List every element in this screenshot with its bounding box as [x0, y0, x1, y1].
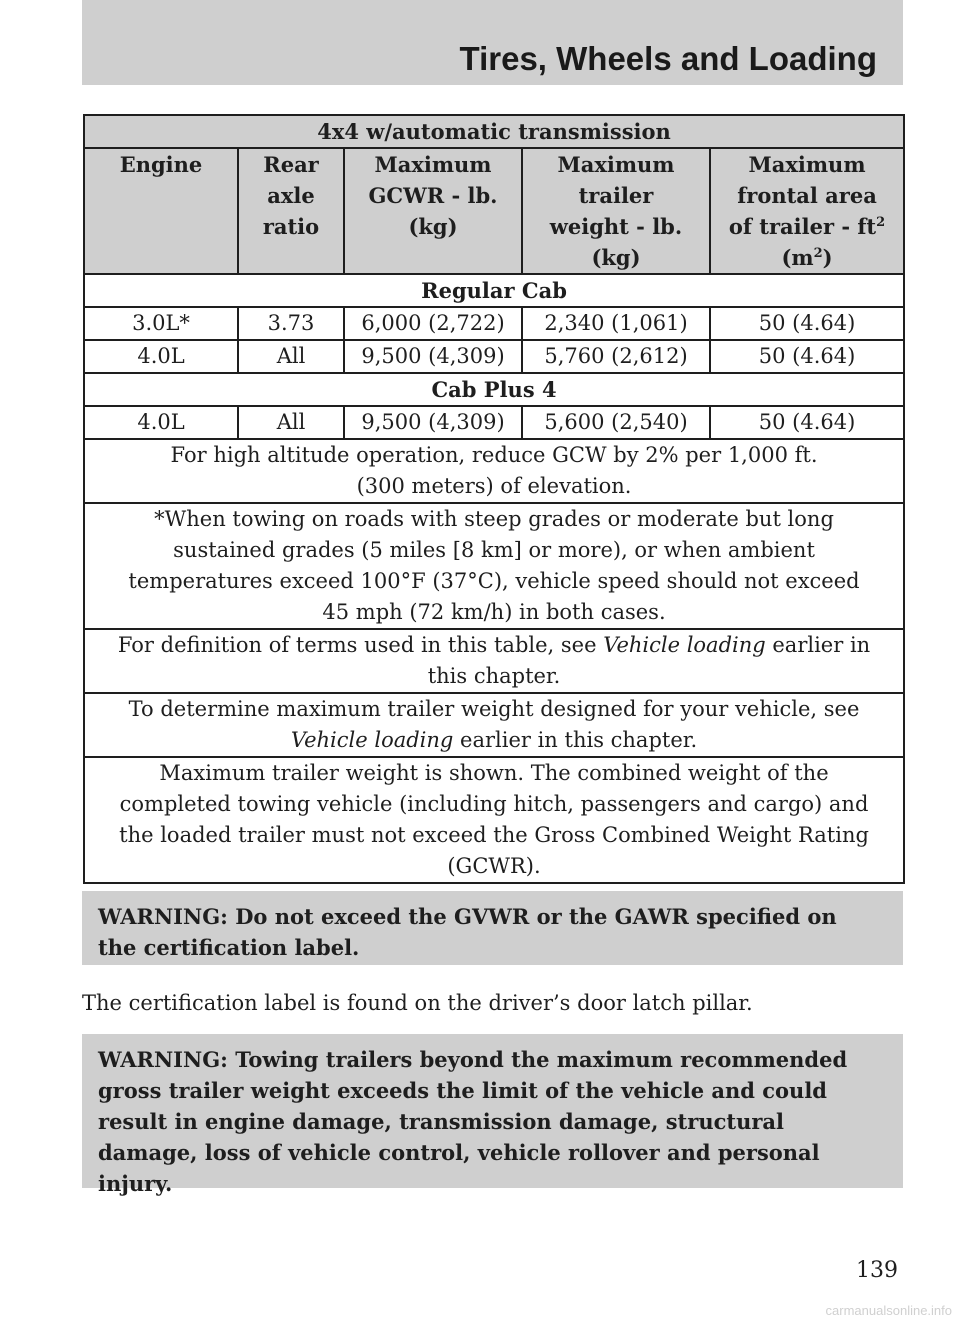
col-gcwr-line: (kg)	[408, 214, 458, 239]
warning-line: damage, loss of vehicle control, vehicle rollover and personal	[98, 1140, 820, 1165]
cell-engine: 4.0L	[84, 340, 238, 373]
warning-line: gross trailer weight exceeds the limit of the vehicle and could	[98, 1078, 827, 1103]
note-line: completed towing vehicle (including hitch, passengers and cargo) and	[119, 792, 869, 816]
cell-frontal: 50 (4.64)	[710, 307, 904, 340]
warning-box-towing	[82, 1034, 903, 1196]
note-line: For high altitude operation, reduce GCW by 2% per 1,000 ft.	[170, 443, 818, 467]
section-cab-plus-4: Cab Plus 4	[84, 373, 904, 406]
note-row	[84, 439, 904, 503]
col-axle-line: Rear	[263, 152, 319, 177]
vehicle-loading-reference: Vehicle loading	[290, 728, 454, 752]
cell-trailer: 5,760 (2,612)	[522, 340, 710, 373]
col-frontal-line: frontal area	[737, 183, 877, 208]
table-row	[84, 340, 904, 373]
cell-axle: All	[238, 406, 344, 439]
note-line: *When towing on roads with steep grades or moderate but long	[154, 507, 834, 531]
vehicle-loading-reference: Vehicle loading	[603, 633, 766, 657]
cell-gcwr: 6,000 (2,722)	[344, 307, 522, 340]
cell-axle: 3.73	[238, 307, 344, 340]
cell-axle: All	[238, 340, 344, 373]
cell-frontal: 50 (4.64)	[710, 406, 904, 439]
page-number: 139	[856, 1258, 898, 1283]
cell-frontal: 50 (4.64)	[710, 340, 904, 373]
col-frontal-line: of trailer - ft	[728, 214, 877, 239]
col-trailer-line: weight - lb.	[549, 214, 683, 239]
warning-line: the certification label.	[98, 935, 360, 960]
warning-line: result in engine damage, transmission damage, structural	[98, 1109, 784, 1134]
warning-box-gvwr	[82, 891, 903, 965]
col-frontal-line: (m	[781, 245, 814, 270]
header-band	[82, 0, 903, 85]
cell-engine: 4.0L	[84, 406, 238, 439]
note-text: For definition of terms used in this table, see	[117, 633, 604, 657]
table-row	[84, 307, 904, 340]
section-regular-cab: Regular Cab	[84, 274, 904, 307]
note-row	[84, 757, 904, 883]
page-title: Tires, Wheels and Loading	[459, 40, 877, 77]
note-determine	[84, 693, 904, 757]
col-trailer	[522, 148, 710, 274]
note-line: (300 meters) of elevation.	[356, 474, 632, 498]
note-row	[84, 693, 904, 757]
col-engine	[84, 148, 238, 274]
col-gcwr-line: GCWR - lb.	[368, 183, 498, 208]
certification-paragraph: The certification label is found on the driver’s door latch pillar.	[82, 991, 753, 1015]
col-frontal	[710, 148, 904, 274]
cell-engine: 3.0L*	[84, 307, 238, 340]
note-line: sustained grades (5 miles [8 km] or more), or when ambient	[173, 538, 815, 562]
watermark: carmanualsonline.info	[825, 1303, 952, 1318]
note-line: 45 mph (72 km/h) in both cases.	[322, 600, 666, 624]
note-text: earlier in	[765, 633, 871, 657]
col-engine-label: Engine	[119, 152, 203, 177]
col-axle-line: ratio	[262, 214, 320, 239]
note-definition	[84, 629, 904, 693]
cell-gcwr: 9,500 (4,309)	[344, 406, 522, 439]
cell-gcwr: 9,500 (4,309)	[344, 340, 522, 373]
note-line: Maximum trailer weight is shown. The combined weight of the	[159, 761, 829, 785]
note-text: earlier in this chapter.	[453, 728, 698, 752]
col-frontal-line: )	[822, 245, 833, 270]
warning-line: injury.	[98, 1171, 173, 1196]
table-header-row	[84, 148, 904, 274]
section-row	[84, 373, 904, 406]
note-combined	[84, 757, 904, 883]
note-line: the loaded trailer must not exceed the Gross Combined Weight Rating	[119, 823, 869, 847]
cell-trailer: 2,340 (1,061)	[522, 307, 710, 340]
superscript: 2	[813, 246, 823, 261]
table-title-row	[84, 115, 904, 148]
warning-line: WARNING: Towing trailers beyond the maximum recommended	[98, 1047, 848, 1072]
table-row	[84, 406, 904, 439]
note-row	[84, 503, 904, 629]
cell-trailer: 5,600 (2,540)	[522, 406, 710, 439]
col-trailer-line: (kg)	[591, 245, 641, 270]
col-trailer-line: Maximum	[557, 152, 675, 177]
col-axle	[238, 148, 344, 274]
col-gcwr-line: Maximum	[374, 152, 492, 177]
col-trailer-line: trailer	[578, 183, 654, 208]
note-line: temperatures exceed 100°F (37°C), vehicle speed should not exceed	[128, 569, 860, 593]
col-axle-line: axle	[267, 183, 315, 208]
note-line: To determine maximum trailer weight designed for your vehicle, see	[128, 697, 860, 721]
note-altitude	[84, 439, 904, 503]
note-row	[84, 629, 904, 693]
warning-line: WARNING: Do not exceed the GVWR or the GAWR specified on	[98, 904, 837, 929]
superscript: 2	[876, 215, 886, 230]
col-gcwr	[344, 148, 522, 274]
note-line: (GCWR).	[447, 854, 541, 878]
towing-table	[83, 114, 905, 884]
col-frontal-line: Maximum	[748, 152, 866, 177]
note-towing	[84, 503, 904, 629]
section-row	[84, 274, 904, 307]
table-title: 4x4 w/automatic transmission	[84, 115, 904, 148]
note-line: this chapter.	[427, 664, 561, 688]
